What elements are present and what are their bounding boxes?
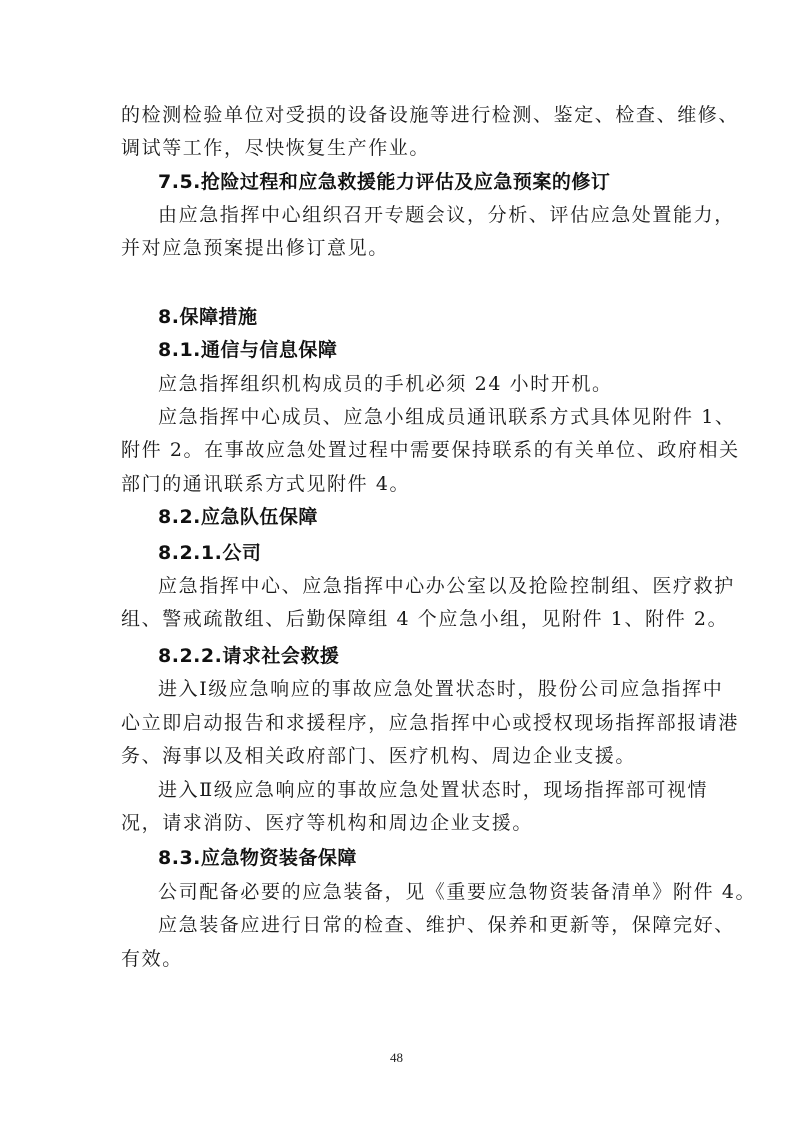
page-number: 48 [390,1050,403,1065]
section-heading-8-1: 8.1.通信与信息保障 [158,339,338,361]
section-heading-8-2-1: 8.2.1.公司 [158,542,262,564]
section-heading-8: 8.保障措施 [158,306,258,328]
paragraph-line: 组、警戒疏散组、后勤保障组 4 个应急小组，见附件 1、附件 2。 [121,608,729,630]
paragraph-line: 公司配备必要的应急装备，见《重要应急物资装备清单》附件 4。 [158,881,757,903]
section-heading-8-2-2: 8.2.2.请求社会救援 [158,645,340,667]
paragraph-line: 务、海事以及相关政府部门、医疗机构、周边企业支援。 [121,745,637,767]
paragraph-line: 进入Ⅰ级应急响应的事故应急处置状态时，股份公司应急指挥中 [158,678,724,700]
paragraph-line: 的检测检验单位对受损的设备设施等进行检测、鉴定、检查、维修、 [121,104,740,126]
paragraph-line: 进入Ⅱ级应急响应的事故应急处置状态时，现场指挥部可视情 [158,779,709,801]
paragraph-line: 况，请求消防、医疗等机构和周边企业支援。 [121,812,534,834]
section-heading-8-2: 8.2.应急队伍保障 [158,506,318,528]
paragraph-line: 应急指挥组织机构成员的手机必须 24 小时开机。 [158,373,613,395]
paragraph-line: 应急指挥中心、应急指挥中心办公室以及抢险控制组、医疗救护 [158,575,735,597]
paragraph-line: 由应急指挥中心组织召开专题会议，分析、评估应急处置能力， [158,204,735,226]
paragraph-line: 应急装备应进行日常的检查、维护、保养和更新等，保障完好、 [158,914,735,936]
paragraph-line: 调试等工作，尽快恢复生产作业。 [121,137,431,159]
paragraph-line: 有效。 [121,948,183,970]
paragraph-line: 并对应急预案提出修订意见。 [121,237,389,259]
paragraph-line: 部门的通讯联系方式见附件 4。 [121,473,411,495]
paragraph-line: 附件 2。在事故应急处置过程中需要保持联系的有关单位、政府相关 [121,439,740,461]
section-heading-8-3: 8.3.应急物资装备保障 [158,847,357,869]
paragraph-line: 应急指挥中心成员、应急小组成员通讯联系方式具体见附件 1、 [158,406,736,428]
paragraph-line: 心立即启动报告和求援程序，应急指挥中心或授权现场指挥部报请港 [121,712,740,734]
section-heading-7-5: 7.5.抢险过程和应急救援能力评估及应急预案的修订 [158,171,611,193]
